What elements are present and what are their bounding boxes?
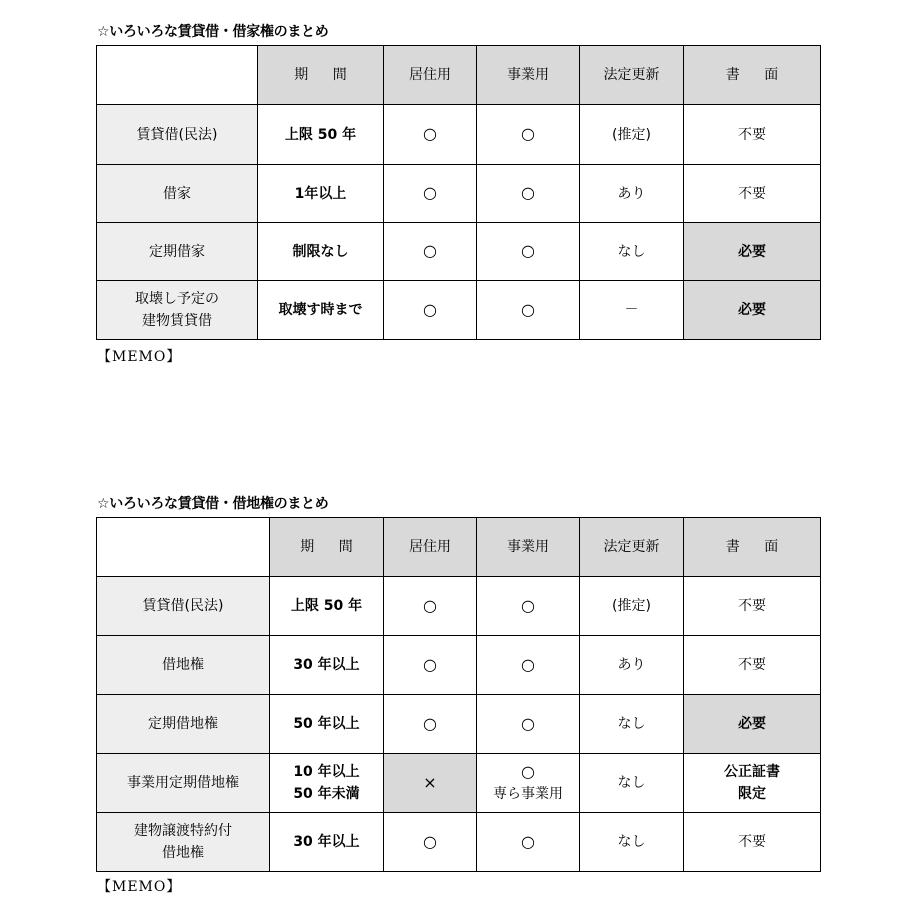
table-row: [97, 223, 821, 281]
document-cell: 公正証書 限定: [684, 754, 821, 813]
residential-cell: ○: [384, 165, 477, 223]
row-label: 借地権: [97, 636, 270, 695]
period-cell: 50 年以上: [270, 695, 384, 754]
header-renewal: 法定更新: [580, 518, 684, 577]
period-cell: 上限 50 年: [258, 105, 384, 165]
header-business: 事業用: [477, 518, 580, 577]
renewal-cell: なし: [580, 695, 684, 754]
memo-label: 【MEMO】: [97, 349, 182, 365]
corner-cell: [97, 518, 270, 577]
row-label: 定期借地権: [97, 695, 270, 754]
table-header-row: [97, 518, 821, 577]
row-label: 事業用定期借地権: [97, 754, 270, 813]
header-period: 期 間: [270, 518, 384, 577]
document-cell: 必要: [684, 281, 821, 340]
document-cell: 不要: [684, 813, 821, 872]
document-cell: 不要: [684, 636, 821, 695]
residential-cell: ×: [384, 754, 477, 813]
period-cell: 30 年以上: [270, 636, 384, 695]
row-label: 借家: [97, 165, 258, 223]
period-cell: 制限なし: [258, 223, 384, 281]
header-renewal: 法定更新: [580, 46, 684, 105]
period-cell: 上限 50 年: [270, 577, 384, 636]
row-label: 賃貸借(民法): [97, 105, 258, 165]
residential-cell: ○: [384, 636, 477, 695]
business-cell: ○: [477, 813, 580, 872]
renewal-cell: (推定): [580, 577, 684, 636]
table-row: [97, 754, 821, 813]
header-period: 期 間: [258, 46, 384, 105]
row-label: 賃貸借(民法): [97, 577, 270, 636]
residential-cell: ○: [384, 695, 477, 754]
memo-label: 【MEMO】: [97, 879, 182, 895]
residential-cell: ○: [384, 281, 477, 340]
table1-title: ☆いろいろな賃貸借・借家権のまとめ: [97, 24, 329, 40]
table-row: [97, 105, 821, 165]
document-cell: 必要: [684, 695, 821, 754]
table-row: [97, 636, 821, 695]
residential-cell: ○: [384, 223, 477, 281]
business-cell: ○: [477, 105, 580, 165]
table-row: [97, 813, 821, 872]
lease-summary-table-2: [96, 517, 821, 872]
document-cell: 不要: [684, 105, 821, 165]
renewal-cell: なし: [580, 813, 684, 872]
document-cell: 不要: [684, 577, 821, 636]
row-label: 建物譲渡特約付 借地権: [97, 813, 270, 872]
table-row: [97, 165, 821, 223]
table-row: [97, 695, 821, 754]
header-residential: 居住用: [384, 518, 477, 577]
business-cell: ○ 専ら事業用: [477, 754, 580, 813]
renewal-cell: なし: [580, 754, 684, 813]
business-cell: ○: [477, 223, 580, 281]
header-business: 事業用: [477, 46, 580, 105]
business-cell: ○: [477, 636, 580, 695]
lease-summary-table-1: [96, 45, 821, 340]
document-cell: 必要: [684, 223, 821, 281]
renewal-cell: なし: [580, 223, 684, 281]
document-cell: 不要: [684, 165, 821, 223]
period-cell: 10 年以上 50 年未満: [270, 754, 384, 813]
business-cell: ○: [477, 165, 580, 223]
business-cell: ○: [477, 577, 580, 636]
business-cell: ○: [477, 281, 580, 340]
period-cell: 1年以上: [258, 165, 384, 223]
header-document: 書 面: [684, 46, 821, 105]
period-cell: 取壊す時まで: [258, 281, 384, 340]
row-label: 定期借家: [97, 223, 258, 281]
period-cell: 30 年以上: [270, 813, 384, 872]
header-document: 書 面: [684, 518, 821, 577]
table-header-row: [97, 46, 821, 105]
corner-cell: [97, 46, 258, 105]
header-residential: 居住用: [384, 46, 477, 105]
residential-cell: ○: [384, 577, 477, 636]
residential-cell: ○: [384, 105, 477, 165]
renewal-cell: あり: [580, 165, 684, 223]
residential-cell: ○: [384, 813, 477, 872]
table-row: [97, 577, 821, 636]
business-cell: ○: [477, 695, 580, 754]
renewal-cell: (推定): [580, 105, 684, 165]
renewal-cell: あり: [580, 636, 684, 695]
table-row: [97, 281, 821, 340]
renewal-cell: －: [580, 281, 684, 340]
row-label: 取壊し予定の 建物賃貸借: [97, 281, 258, 340]
table2-title: ☆いろいろな賃貸借・借地権のまとめ: [97, 496, 329, 512]
